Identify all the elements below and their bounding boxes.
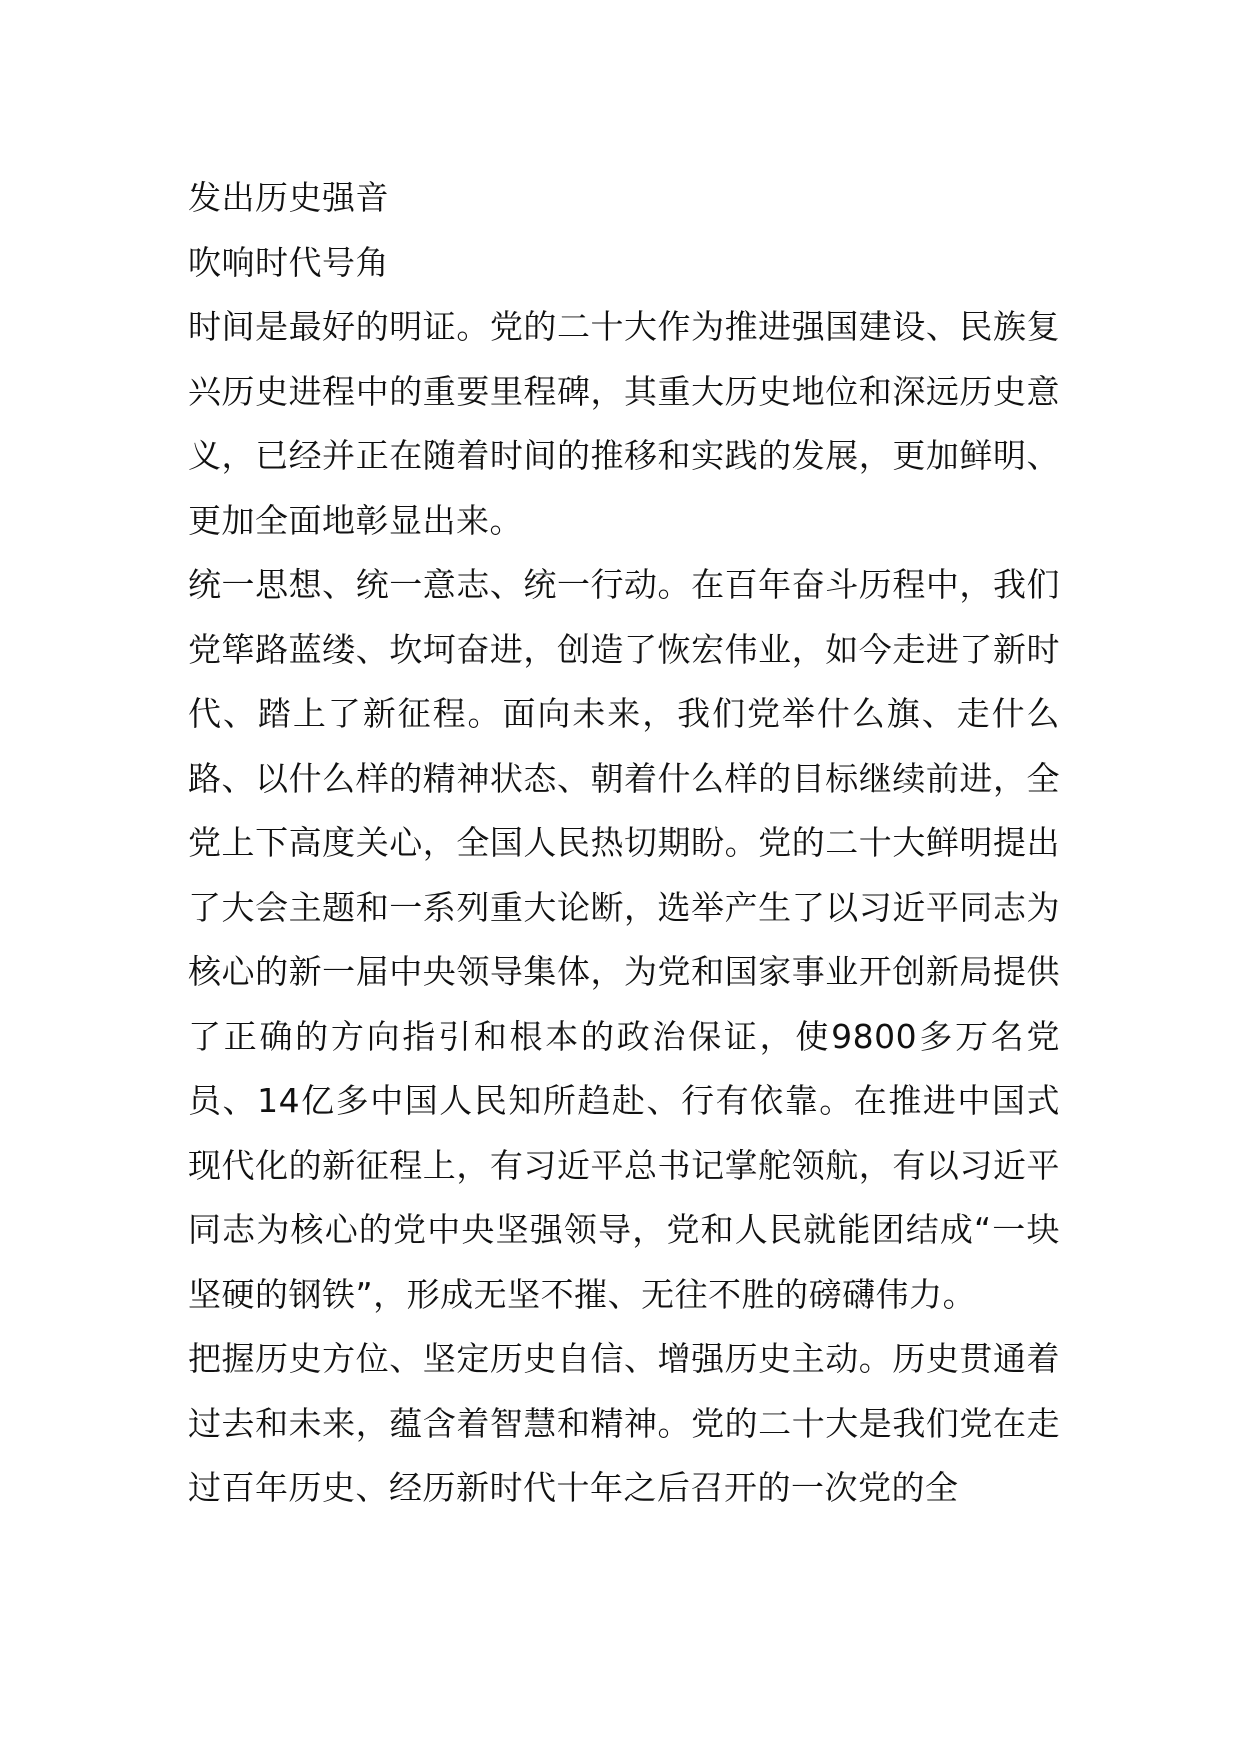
heading-line-2: 吹响时代号角 xyxy=(188,242,389,282)
document-body xyxy=(188,166,1060,1521)
paragraph-2: 统一思想、统一意志、统一行动。在百年奋斗历程中，我们党筚路蓝缕、坎坷奋进，创造了恢宏伟业，如今走进了新时代、踏上了新征程。面向未来，我们党举什么旗、走什么路、以什么样的精神状态、朝着什么样的目标继续前进，全党上下高度关心，全国人民热切期盼。党的二十大鲜明提出了大会主题和一系列重大论断，选举产生了以习近平同志为核心的新一届中央领导集体，为党和国家事业开创新局提供了正确的方向指引和根本的政治保证，使9800多万名党员、14亿多中国人民知所趋赴、行有依靠。在推进中国式现代化的新征程上，有习近平总书记掌舵领航，有以习近平同志为核心的党中央坚强领导，党和人民就能团结成“一块坚硬的钢铁”，形成无坚不摧、无往不胜的磅礴伟力。 xyxy=(188,565,1060,1314)
paragraph-1: 时间是最好的明证。党的二十大作为推进强国建设、民族复兴历史进程中的重要里程碑，其重大历史地位和深远历史意义，已经并正在随着时间的推移和实践的发展，更加鲜明、更加全面地彰显出来。 xyxy=(188,307,1060,540)
heading-line-1: 发出历史强音 xyxy=(188,178,389,217)
paragraph-3: 把握历史方位、坚定历史自信、增强历史主动。历史贯通着过去和未来，蕴含着智慧和精神。党的二十大是我们党在走过百年历史、经历新时代十年之后召开的一次党的全 xyxy=(188,1339,1060,1507)
